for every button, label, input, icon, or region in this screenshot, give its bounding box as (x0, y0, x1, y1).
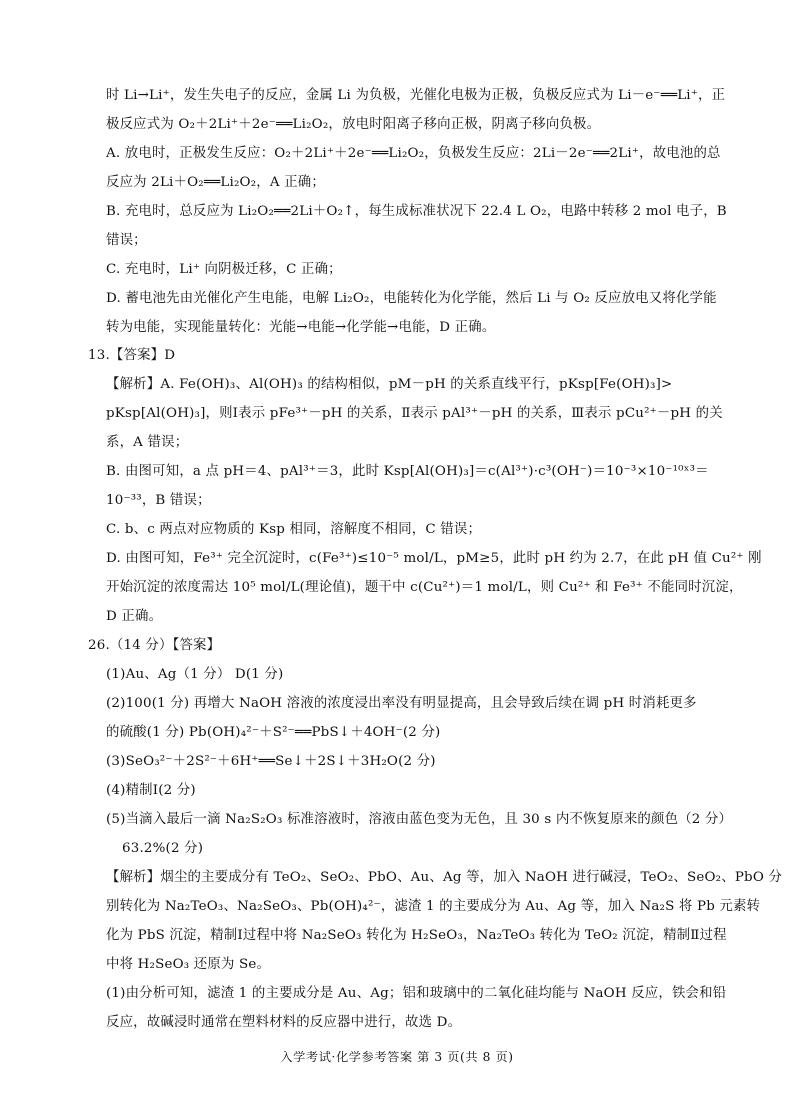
text-line: 63.2%(2 分) (122, 841, 204, 856)
question-heading: 26.（14 分）【答案】 (88, 638, 221, 653)
text-line: 时 Li→Li⁺，发生失电子的反应，金属 Li 为负极，光催化电极为正极，负极反应式为 Li－e⁻══Li⁺，正 (106, 88, 726, 103)
text-line: C. 充电时，Li⁺ 向阴极迁移，C 正确； (106, 262, 342, 277)
text-line: (2)100(1 分) 再增大 NaOH 溶液的浓度浸出率没有明显提高，且会导致后续在调 pH 时消耗更多 (106, 696, 697, 711)
text-line: (3)SeO₃²⁻＋2S²⁻＋6H⁺══Se↓＋2S↓＋3H₂O(2 分) (106, 754, 436, 769)
text-line: 别转化为 Na₂TeO₃、Na₂SeO₃、Pb(OH)₄²⁻，滤渣 1 的主要成分为 Au、Ag 等，加入 Na₂S 将 Pb 元素转 (106, 899, 761, 914)
text-line: 【解析】烟尘的主要成分有 TeO₂、SeO₂、PbO、Au、Ag 等，加入 NaOH 进行碱浸，TeO₂、SeO₂、PbO 分 (106, 870, 783, 885)
text-line: (1)Au、Ag（1 分） D(1 分) (106, 667, 284, 682)
text-line: B. 由图可知，a 点 pH＝4、pAl³⁺＝3，此时 Ksp[Al(OH)₃]＝c(Al³⁺)·c³(OH⁻)＝10⁻³×10⁻¹⁰ˣ³＝ (106, 464, 709, 479)
text-line: 化为 PbS 沉淀，精制Ⅰ过程中将 Na₂SeO₃ 转化为 H₂SeO₃，Na₂TeO₃ 转化为 TeO₂ 沉淀，精制Ⅱ过程 (106, 928, 727, 943)
text-line: 反应为 2Li＋O₂══Li₂O₂，A 正确； (106, 175, 325, 190)
text-line: (5)当滴入最后一滴 Na₂S₂O₃ 标准溶液时，溶液由蓝色变为无色，且 30 s 内不恢复原来的颜色（2 分） (106, 812, 733, 827)
text-line: 错误； (106, 233, 147, 248)
text-line: (4)精制Ⅰ(2 分) (106, 783, 196, 798)
question-heading: 13.【答案】D (88, 348, 176, 363)
text-line: 10⁻³³，B 错误； (106, 493, 211, 508)
text-line: 开始沉淀的浓度需达 10⁵ mol/L(理论值)，题干中 c(Cu²⁺)＝1 mol/L，则 Cu²⁺ 和 Fe³⁺ 不能同时沉淀， (106, 580, 743, 595)
text-line: 中将 H₂SeO₃ 还原为 Se。 (106, 957, 271, 972)
text-line: 反应，故碱浸时通常在塑料材料的反应器中进行，故选 D。 (106, 1015, 462, 1030)
text-line: D. 由图可知，Fe³⁺ 完全沉淀时，c(Fe³⁺)≤10⁻⁵ mol/L，pM≥5，此时 pH 约为 2.7，在此 pH 值 Cu²⁺ 刚 (106, 551, 762, 566)
page-footer: 入学考试·化学参考答案 第 3 页(共 8 页) (280, 1050, 514, 1064)
text-line: C. b、c 两点对应物质的 Ksp 相同，溶解度不相同，C 错误； (106, 522, 482, 537)
text-line: 转为电能，实现能量转化：光能→电能→化学能→电能，D 正确。 (106, 320, 496, 335)
text-line: 极反应式为 O₂＋2Li⁺＋2e⁻══Li₂O₂，放电时阳离子移向正极，阴离子移向负极。 (106, 117, 601, 132)
text-line: B. 充电时，总反应为 Li₂O₂══2Li＋O₂↑，每生成标准状况下 22.4 L O₂，电路中转移 2 mol 电子，B (106, 204, 727, 219)
text-line: A. 放电时，正极发生反应：O₂＋2Li⁺＋2e⁻══Li₂O₂，负极发生反应：2Li－2e⁻══2Li⁺，故电池的总 (106, 146, 721, 161)
text-line: 系，A 错误； (106, 435, 189, 450)
text-line: pKsp[Al(OH)₃]，则Ⅰ表示 pFe³⁺－pH 的关系，Ⅱ表示 pAl³⁺－pH 的关系，Ⅲ表示 pCu²⁺－pH 的关 (106, 406, 723, 421)
text-line: 的硫酸(1 分) Pb(OH)₄²⁻＋S²⁻══PbS↓＋4OH⁻(2 分) (106, 725, 441, 740)
text-line: D. 蓄电池先由光催化产生电能，电解 Li₂O₂，电能转化为化学能，然后 Li 与 O₂ 反应放电又将化学能 (106, 291, 717, 306)
text-line: 【解析】A. Fe(OH)₃、Al(OH)₃ 的结构相似，pM－pH 的关系直线平行，pKsp[Fe(OH)₃]> (106, 377, 673, 392)
text-line: (1)由分析可知，滤渣 1 的主要成分是 Au、Ag；铝和玻璃中的二氧化硅均能与 NaOH 反应，铁会和铅 (106, 986, 727, 1001)
text-line: D 正确。 (106, 609, 163, 624)
